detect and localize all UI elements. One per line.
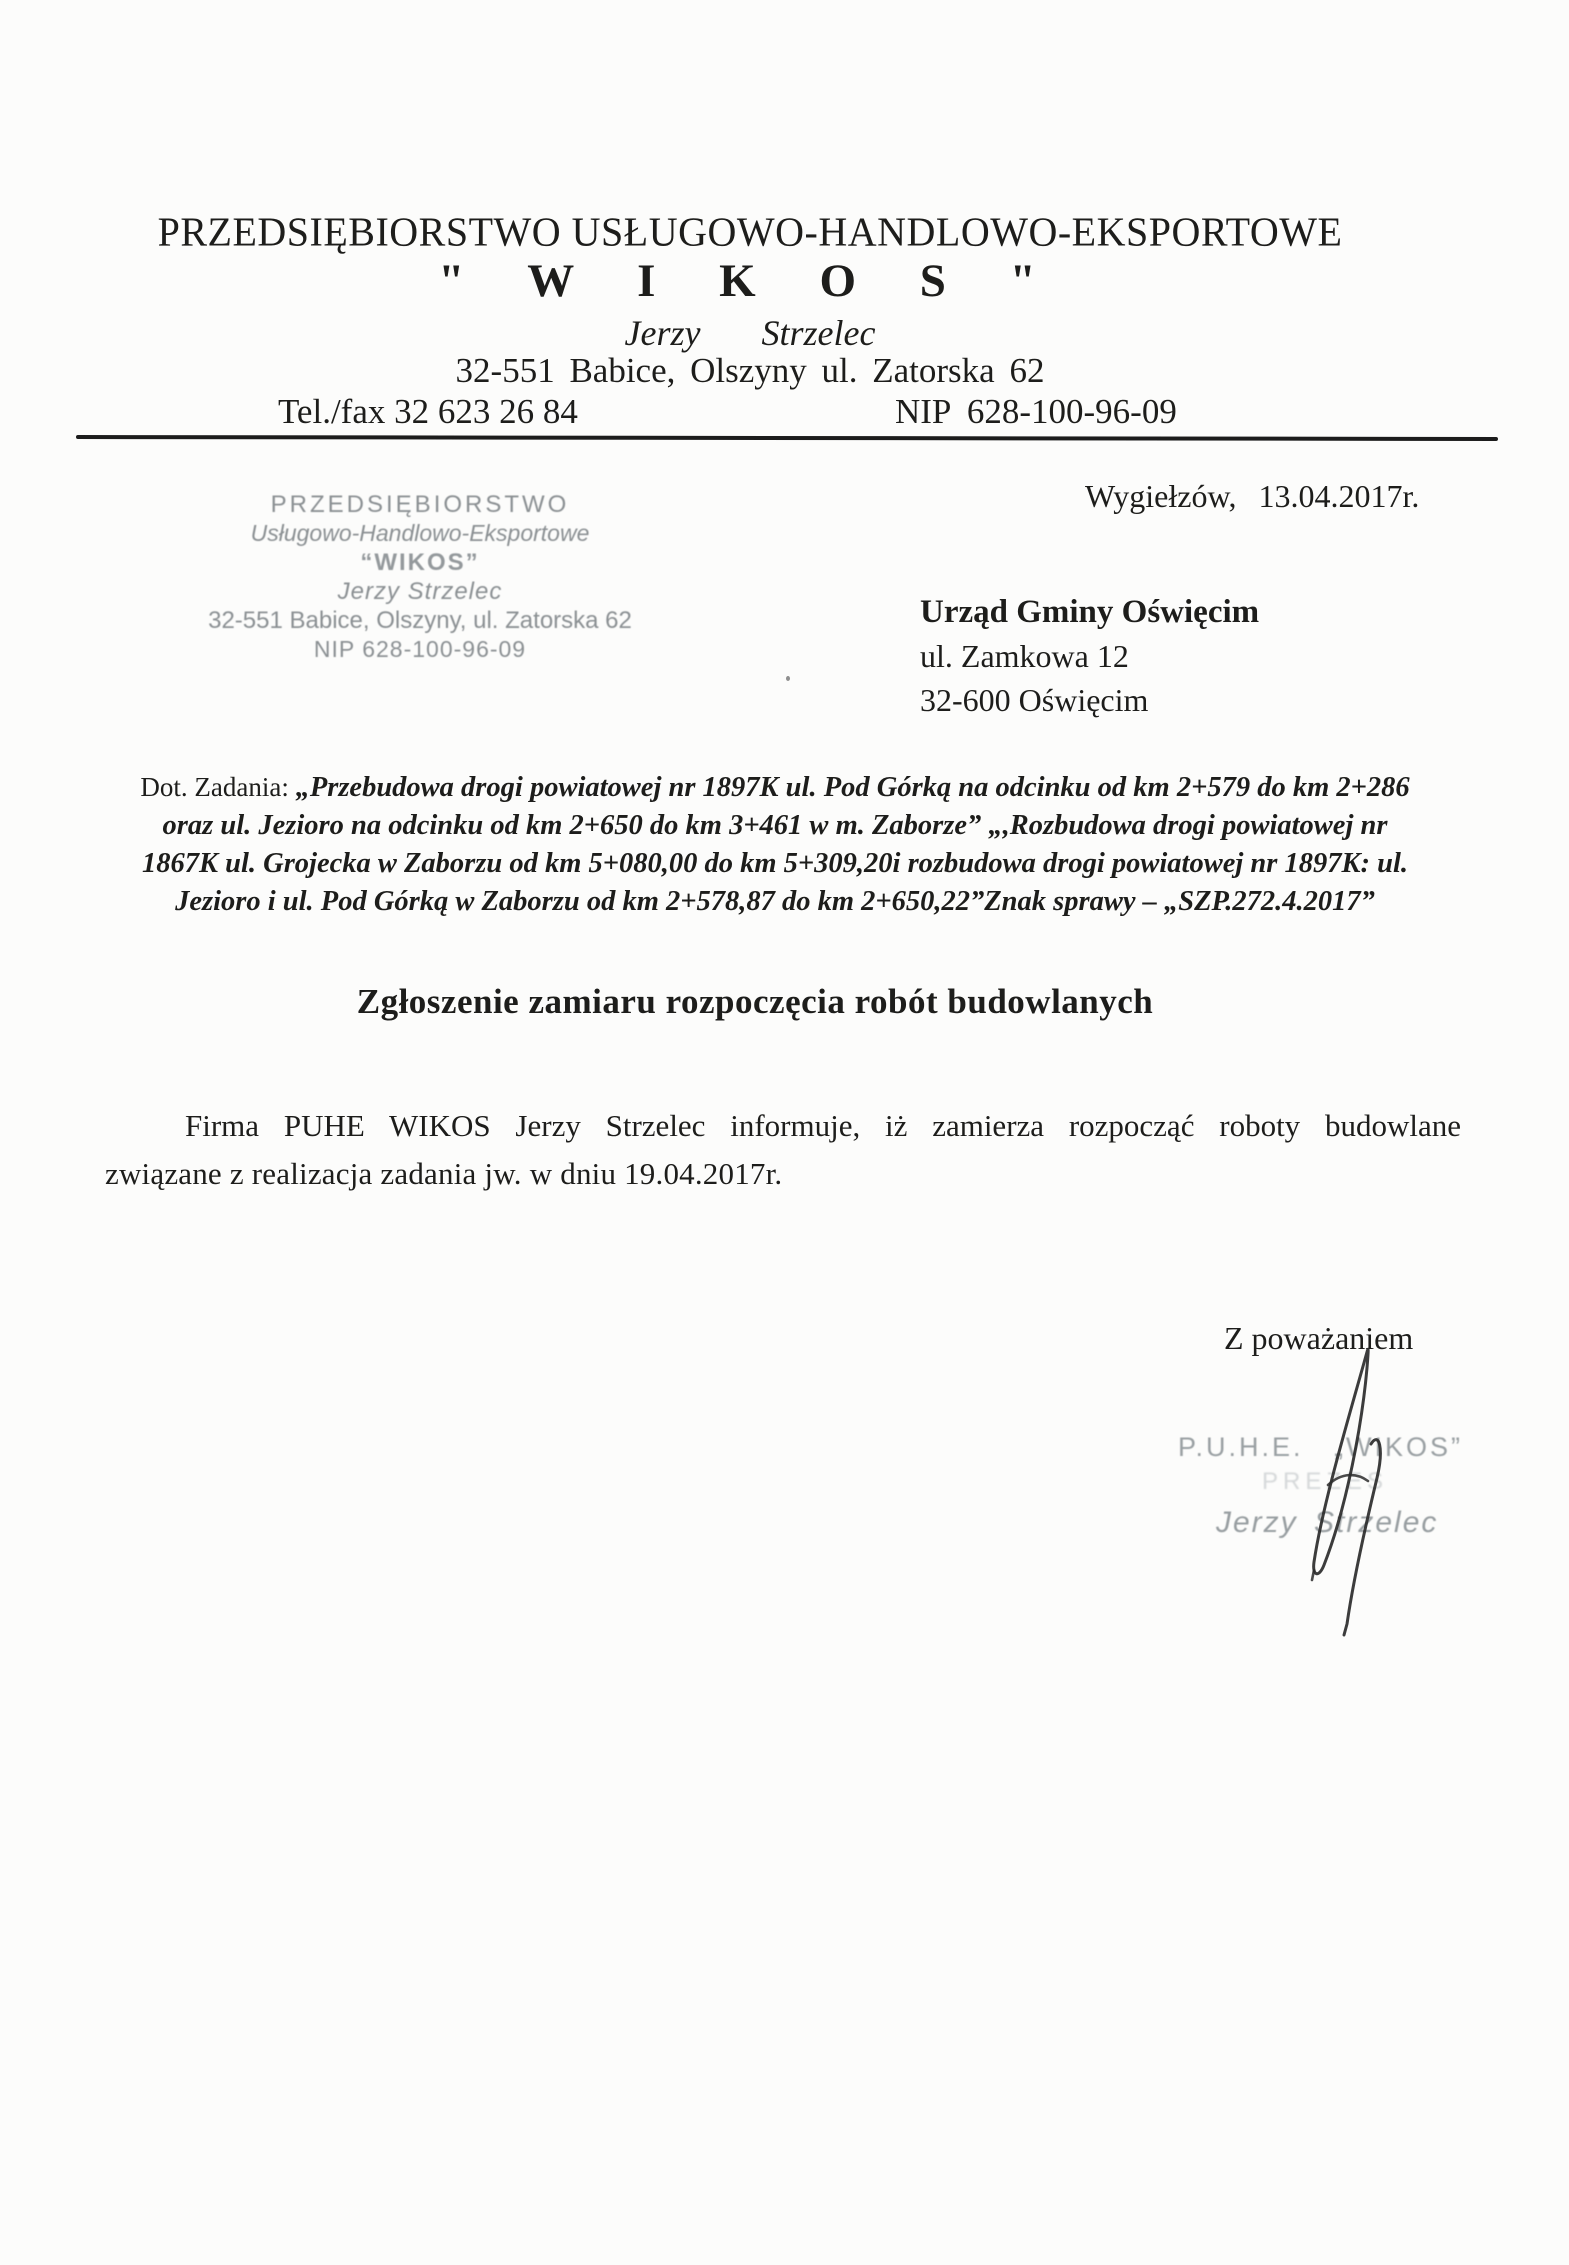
company-address: 32-551 Babice, Olszyny ul. Zatorska 62 [455,351,1045,390]
phone-fax: Tel./fax 32 623 26 84 [278,392,578,431]
subject-line-3: 1867K ul. Grojecka w Zaborzu od km 5+080,00 do km 5+309,20i rozbudowa drogi powiatowej nr 1897K: ul. [141,848,1409,879]
sender-stamp-person: Jerzy Strzelec [337,578,503,605]
subject-line-2: oraz ul. Jezioro na odcinku od km 2+650 do km 3+461 w m. Zaborze” „,Rozbudowa drogi powiatowej nr [162,810,1388,841]
sender-stamp-company: PRZEDSIĘBIORSTWO [270,491,570,518]
sender-stamp-address: 32-551 Babice, Olszyny, ul. Zatorska 62 [208,607,632,634]
subject-paragraph [85,768,1465,921]
signature-stamp-person: Jerzy Strzelec [1216,1506,1439,1539]
signature-stamp-company: P.U.H.E. „WIKOS” [1178,1432,1464,1462]
company-name-line: PRZEDSIĘBIORSTWO USŁUGOWO-HANDLOWO-EKSPORTOWE [157,208,1343,255]
body-line-2: związane z realizacja zadania jw. w dniu 19.04.2017r. [105,1156,783,1191]
subject-prefix: Dot. Zadania: [140,772,296,802]
brand-name: " W I K O S " [438,255,1062,307]
recipient-city: 32-600 Oświęcim [920,682,1149,718]
sender-stamp-nip: NIP 628-100-96-09 [313,636,527,662]
sender-stamp [130,490,710,664]
signature-icon [1285,1340,1395,1650]
recipient-street: ul. Zamkowa 12 [920,638,1129,674]
owner-name: Jerzy Strzelec [624,313,876,353]
sender-stamp-brand: “WIKOS” [360,549,480,576]
sender-stamp-type: Usługowo-Handlowo-Eksportowe [250,520,590,546]
scan-speck [786,676,790,681]
subject-line-1 [85,768,1465,807]
signature-stamp-role: PREZES [1262,1468,1389,1495]
letter-title: Zgłoszenie zamiaru rozpoczęcia robót budowlanych [356,982,1154,1021]
closing-salutation: Z poważaniem [1224,1320,1414,1356]
recipient-name: Urząd Gminy Oświęcim [920,594,1260,630]
place-and-date: Wygiełzów, 13.04.2017r. [1085,478,1420,514]
body-line-1: Firma PUHE WIKOS Jerzy Strzelec informuje, iż zamierza rozpocząć roboty budowlane [185,1108,1461,1143]
subject-line-1-text: „Przebudowa drogi powiatowej nr 1897K ul. Pod Górką na odcinku od km 2+579 do km 2+286 [295,772,1410,803]
subject-line-4: Jezioro i ul. Pod Górką w Zaborzu od km 2+578,87 do km 2+650,22”Znak sprawy – „SZP.272.4.2017” [175,886,1375,917]
header-divider [76,435,1498,441]
nip-number: NIP 628-100-96-09 [895,392,1177,431]
recipient-block [920,590,1259,722]
